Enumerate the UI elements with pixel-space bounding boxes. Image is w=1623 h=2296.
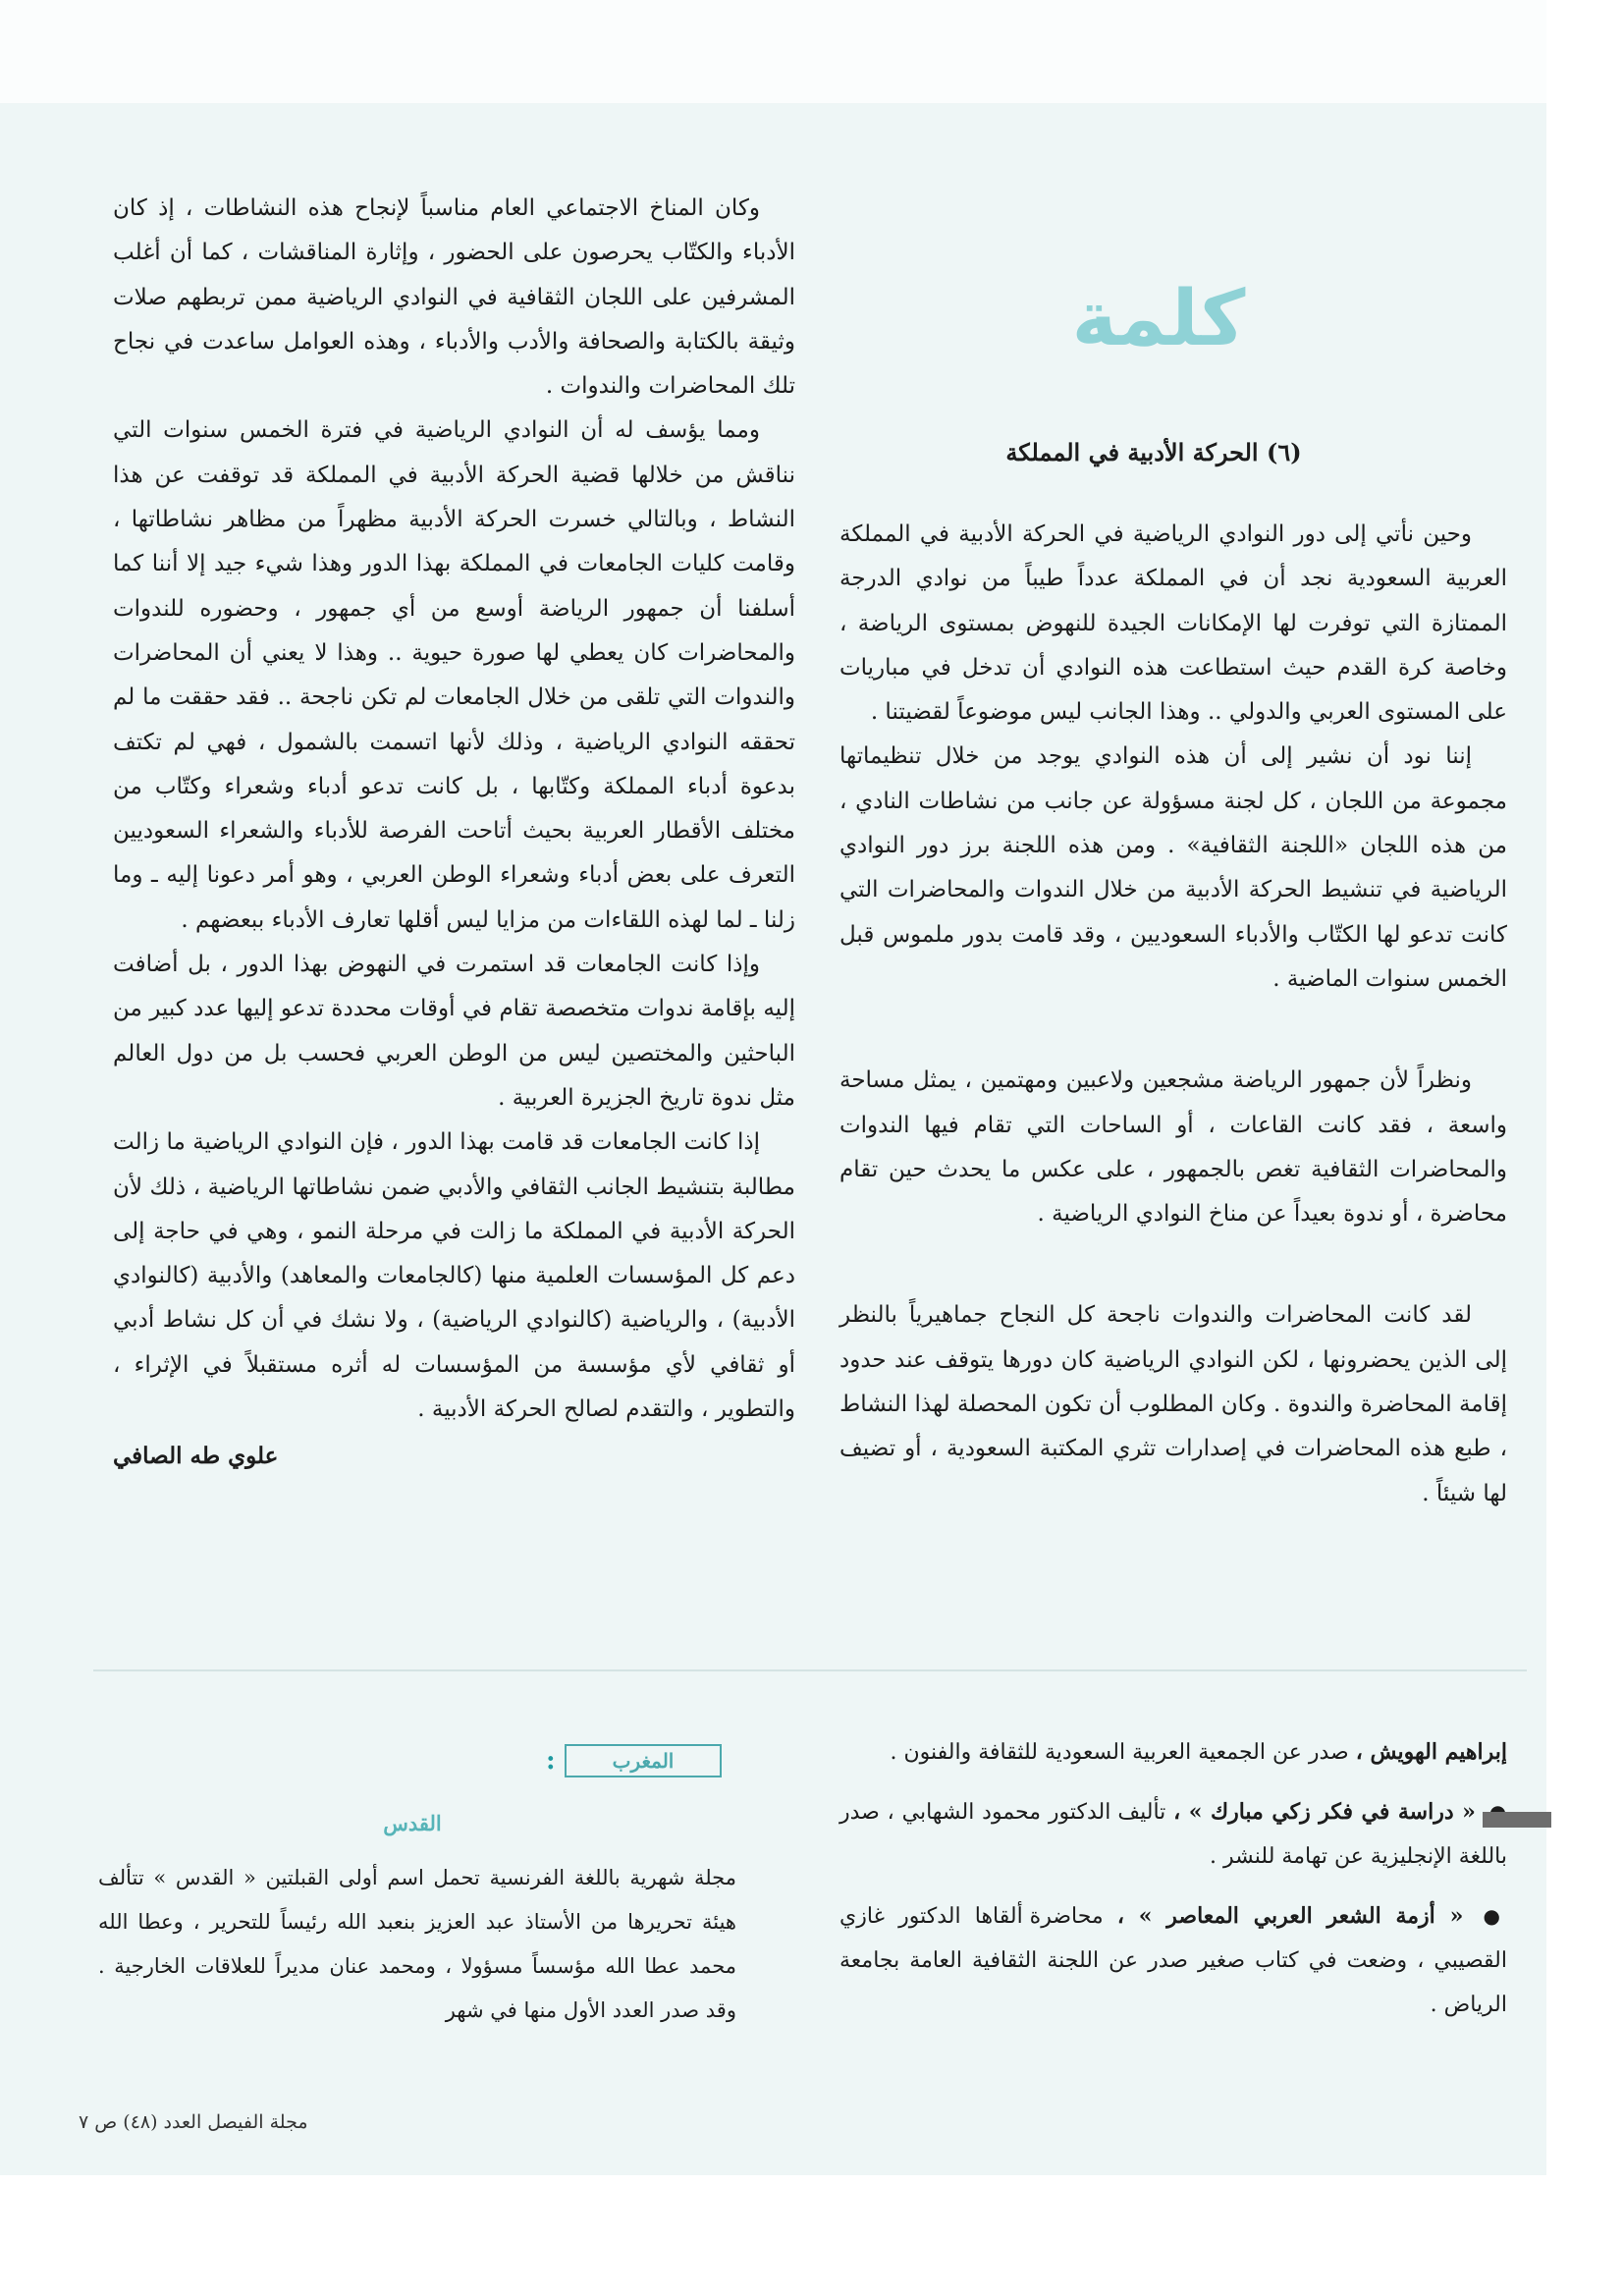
section-heading: (٦) الحركة الأدبية في المملكة (1005, 438, 1302, 466)
print-mark (1483, 1812, 1551, 1828)
article-paragraph: إننا نود أن نشير إلى أن هذه النوادي يوجد من خلال تنظيماتها مجموعة من اللجان ، كل لجنة مسؤولة عن جانب من نشاطات النادي ، من هذه اللجان «اللجنة الثقافية» . ومن هذه اللجنة برز دور النوادي الرياضية في تنشيط الحركة الأدبية من خلال الندوات والمحاضرات التي كانت تدعو لها الكتّاب والأدباء السعوديين ، وقد قامت بدور ملموس قبل الخمس سنوات الماضية . (839, 743, 1507, 992)
article-paragraph: لقد كانت المحاضرات والندوات ناجحة كل النجاح جماهيرياً بالنظر إلى الذين يحضرونها ، لكن النوادي الرياضية كان دورها يتوقف عند حدود إقامة المحاضرة والندوة . وكان المطلوب أن تكون المحصلة لهذا النشاط ، طبع هذه المحاضرات في إصدارات تثري المكتبة السعودية ، أو تضيف لها شيئاً . (839, 1302, 1507, 1506)
book-title: « أزمة الشعر العربي المعاصر » ، (1116, 1903, 1464, 1929)
morocco-news-column (98, 1856, 736, 2033)
article-left-column (113, 187, 795, 1479)
book-title: « دراسة في فكر زكي مبارك » ، (1173, 1799, 1476, 1825)
top-margin (0, 0, 1546, 103)
section-divider (93, 1669, 1527, 1671)
bullet-icon: ● (1483, 1904, 1508, 1928)
article-paragraph: وإذا كانت الجامعات قد استمرت في النهوض بهذا الدور ، بل أضافت إليه بإقامة ندوات متخصصة تقام في أوقات محددة تدعو إليها عدد كبير من الباحثين والمختصين ليس من الوطن العربي فحسب بل من دول العالم مثل ندوة تاريخ الجزيرة العربية . (113, 952, 795, 1111)
author-signature: علوي طه الصافي (113, 1443, 279, 1470)
article-paragraph: ونظراً لأن جمهور الرياضة مشجعين ولاعبين ومهتمين ، يمثل مساحة واسعة ، فقد كانت القاعات ، أو الساحات التي تقام فيها الندوات والمحاضرات الثقافية تغص بالجمهور ، على عكس ما يحدث حين تقام محاضرة ، أو ندوة بعيداً عن مناخ النوادي الرياضية . (839, 1067, 1507, 1228)
book-description: صدر عن الجمعية العربية السعودية للثقافة والفنون . (890, 1740, 1349, 1765)
book-entry (839, 1790, 1507, 1879)
book-title: إبراهيم الهويش ، (1355, 1739, 1507, 1765)
article-paragraph: ومما يؤسف له أن النوادي الرياضية في فترة الخمس سنوات التي نناقش من خلالها قضية الحركة الأدبية في المملكة قد توقفت عن هذا النشاط ، وبالتالي خسرت الحركة الأدبية مظهراً من مظاهر نشاطاتها ، وقامت كليات الجامعات في المملكة بهذا الدور وهذا شيء جيد إلا أننا كما أسلفنا أن جمهور الرياضة أوسع من أي جمهور ، وحضوره للندوات والمحاضرات كان يعطي لها صورة حيوية .. وهذا لا يعني أن المحاضرات والندوات التي تلقى من خلال الجامعات لم تكن ناجحة .. فقد حققت ما لم تحققه النوادي الرياضية ، وذلك لأنها اتسمت بالشمول ، فهي لم تكتف بدعوة أدباء المملكة وكتّابها ، بل كانت تدعو أدباء وشعراء وكتّاب من مختلف الأقطار العربية بحيث أتاحت الفرصة للأدباء والشعراء السعوديين التعرف على بعض أدباء وشعراء الوطن العربي ، وهو أمر دعونا إليه ـ وما زلنا ـ لما لهذه اللقاءات من مزايا ليس أقلها تعارف الأدباء ببعضهم . (113, 417, 795, 933)
morocco-news-text: مجلة شهرية باللغة الفرنسية تحمل اسم أولى القبلتين « القدس » تتألف هيئة تحريرها من الأستاذ عبد العزيز بنعبد الله رئيساً للتحرير ، وعطا الله محمد عطا الله مؤسساً مسؤولا ، ومحمد عنان مديراً للعلاقات الخارجية . وقد صدر العدد الأول منها في شهر (98, 1866, 736, 2022)
page-footer: مجلة الفيصل العدد (٤٨) ص ٧ (79, 2111, 308, 2133)
book-description: تأليف الدكتور محمود الشهابي ، صدر باللغة الإنجليزية عن تهامة للنشر . (839, 1800, 1507, 1869)
book-description: محاضرة ألقاها الدكتور غازي القصيبي ، وضعت في كتاب صغير صدر عن اللجنة الثقافية العامة بجامعة الرياض . (839, 1904, 1507, 2017)
book-entry (839, 1730, 1507, 1775)
column-masthead: كلمة (1071, 275, 1246, 363)
book-entry (839, 1894, 1507, 2027)
country-badge: المغرب (565, 1744, 722, 1777)
magazine-name-heading: القدس (383, 1811, 442, 1835)
article-paragraph: إذا كانت الجامعات قد قامت بهذا الدور ، فإن النوادي الرياضية ما زالت مطالبة بتنشيط الجانب الثقافي والأدبي ضمن نشاطاتها الرياضية ، ذلك لأن الحركة الأدبية في المملكة ما زالت في مرحلة النمو ، وهي في حاجة إلى دعم كل المؤسسات العلمية منها (كالجامعات والمعاهد) والأدبية (كالنوادي الأدبية) ، والرياضية (كالنوادي الرياضية) ، ولا نشك في أن كل نشاط أدبي أو ثقافي لأي مؤسسة من المؤسسات له أثره مستقبلاً في الإثراء ، والتطوير ، والتقدم لصالح الحركة الأدبية . (113, 1129, 795, 1423)
article-right-column (839, 513, 1507, 1516)
article-paragraph: وكان المناخ الاجتماعي العام مناسباً لإنجاح هذه النشاطات ، إذ كان الأدباء والكتّاب يحرصون على الحضور ، وإثارة المناقشات ، كما أن أغلب المشرفين على اللجان الثقافية في النوادي الرياضية ممن تربطهم صلات وثيقة بالكتابة والصحافة والأدب والأدباء ، وهذه العوامل ساعدت في نجاح تلك المحاضرات والندوات . (113, 195, 795, 400)
badge-colon: : (546, 1746, 556, 1776)
article-paragraph: وحين نأتي إلى دور النوادي الرياضية في الحركة الأدبية في المملكة العربية السعودية نجد أن في المملكة عدداً طيباً من نوادي الدرجة الممتازة التي توفرت لها الإمكانات الجيدة للنهوض بمستوى الرياضة ، وخاصة كرة القدم حيث استطاعت هذه النوادي أن تدخل في مباريات على المستوى العربي والدولي .. وهذا الجانب ليس موضوعاً لقضيتنا . (839, 521, 1507, 726)
new-books-column (839, 1730, 1507, 2043)
